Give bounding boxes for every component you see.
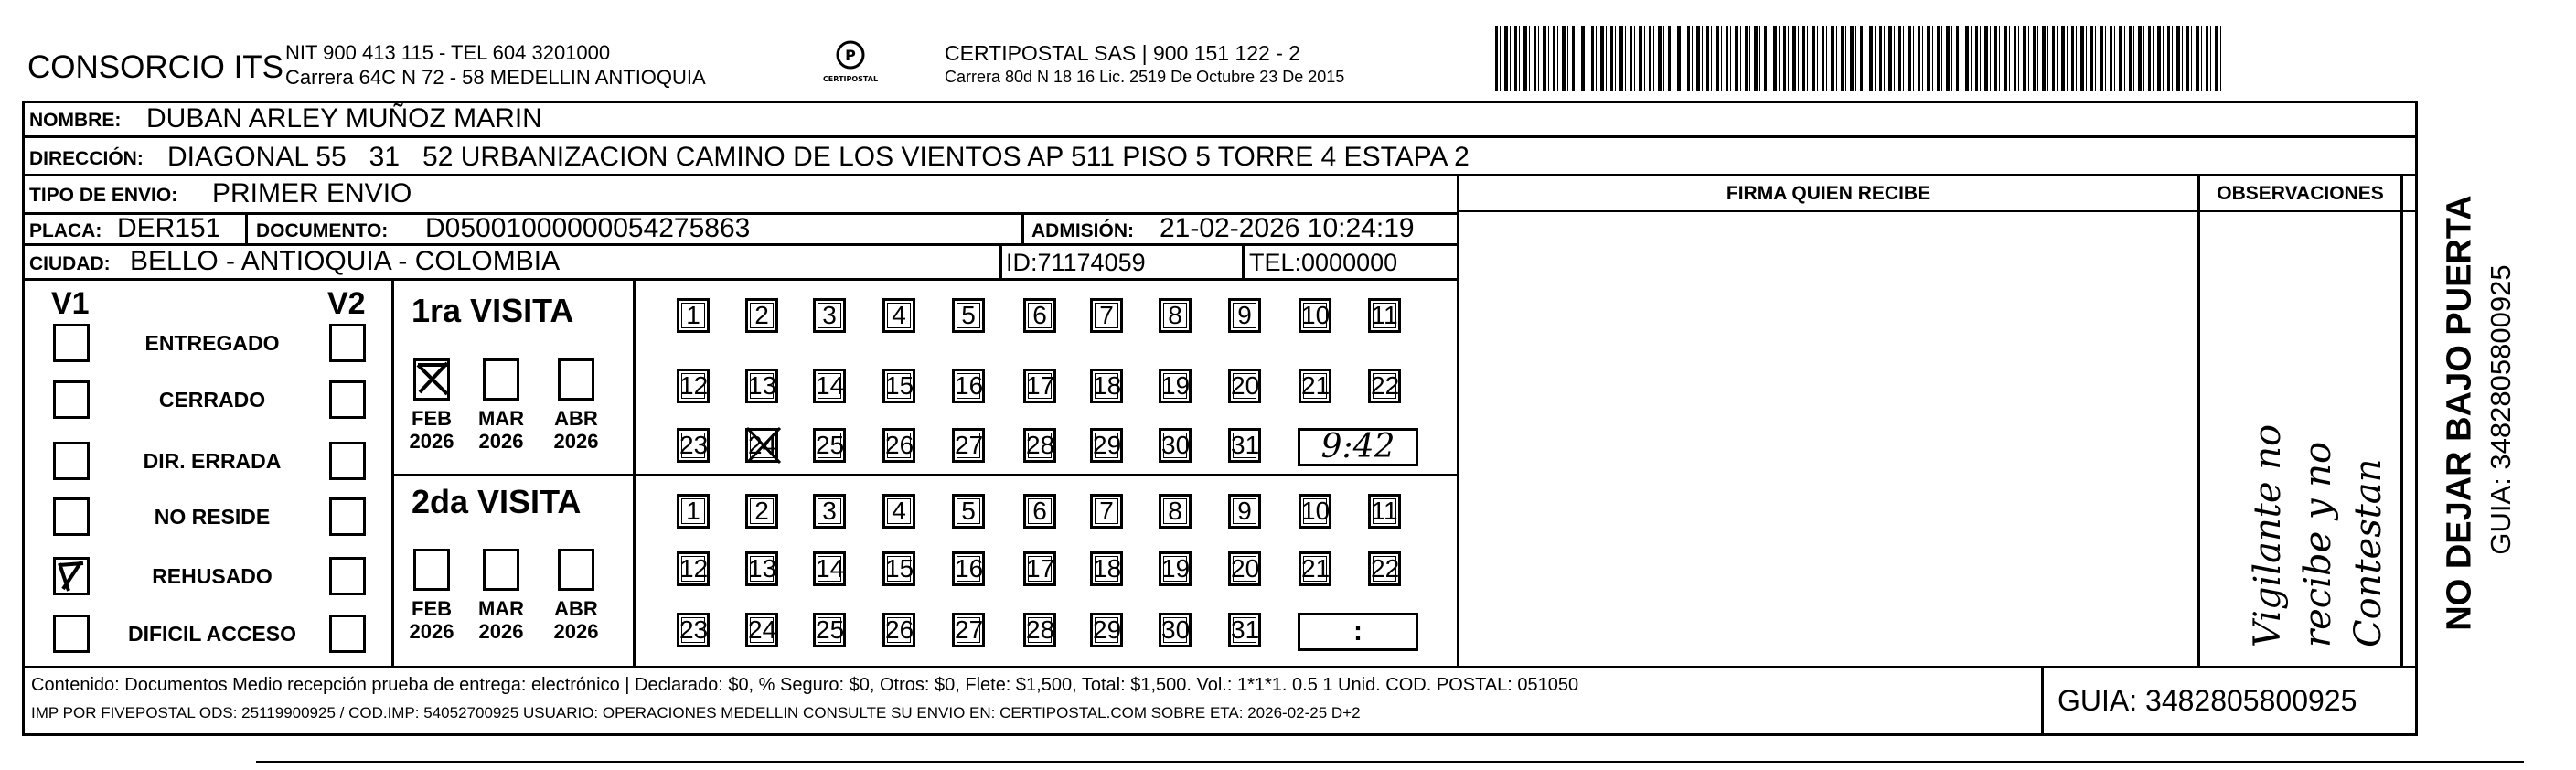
tel-value: TEL:0000000	[1249, 249, 1398, 276]
first-visit-day-box[interactable]: 28	[1023, 428, 1056, 463]
first-visit-month-checkbox[interactable]	[558, 358, 594, 401]
first-visit-day-box[interactable]: 14	[813, 369, 846, 403]
status-v2-checkbox[interactable]	[329, 497, 366, 536]
carrier-name: CERTIPOSTAL SAS | 900 151 122 - 2	[945, 41, 1301, 65]
second-visit-month-checkbox[interactable]	[558, 549, 594, 591]
second-visit-day-box[interactable]: 6	[1023, 494, 1056, 529]
second-visit-day-box[interactable]: 25	[813, 613, 846, 647]
second-visit-day-box[interactable]: 30	[1159, 613, 1192, 647]
second-visit-day-box[interactable]: 1	[677, 494, 710, 529]
firma-header: FIRMA QUIEN RECIBE	[1726, 183, 1931, 204]
side-guia: GUIA: 3482805800925	[2485, 264, 2517, 555]
second-visit-day-box[interactable]: 26	[882, 613, 915, 647]
first-visit-title: 1ra VISITA	[412, 292, 574, 329]
second-visit-time: :	[1353, 616, 1363, 647]
first-visit-day-box[interactable]: 1	[677, 298, 710, 333]
second-visit-year-label: 2026	[478, 620, 524, 643]
first-visit-day-box[interactable]: 23	[677, 428, 710, 463]
second-visit-day-box[interactable]: 14	[813, 551, 846, 586]
status-v1-checkbox[interactable]	[53, 557, 90, 595]
first-visit-day-box[interactable]: 20	[1228, 369, 1261, 403]
first-visit-day-box[interactable]: 9	[1228, 298, 1261, 333]
first-visit-day-box[interactable]: 11	[1368, 298, 1401, 333]
first-visit-day-box[interactable]: 7	[1090, 298, 1123, 333]
status-v1-checkbox[interactable]	[53, 380, 90, 419]
placa-label: PLACA:	[29, 220, 102, 241]
documento-value: D05001000000054275863	[425, 213, 751, 243]
first-visit-day-box[interactable]: 13	[745, 369, 778, 403]
second-visit-day-box[interactable]: 10	[1299, 494, 1331, 529]
first-visit-day-box[interactable]: 17	[1023, 369, 1056, 403]
status-label: DIFICIL ACCESO	[127, 622, 296, 646]
carrier-license: Carrera 80d N 18 16 Lic. 2519 De Octubre 23 De 2015	[945, 68, 1345, 86]
first-visit-day-box[interactable]: 19	[1159, 369, 1192, 403]
status-v1-checkbox[interactable]	[53, 497, 90, 536]
second-visit-day-box[interactable]: 28	[1023, 613, 1056, 647]
first-visit-day-box[interactable]: 24	[745, 428, 778, 463]
second-visit-time-box[interactable]	[1298, 613, 1418, 651]
first-visit-day-box[interactable]: 2	[745, 298, 778, 333]
first-visit-time: 9:42	[1320, 428, 1395, 465]
logo-text: CERTIPOSTAL	[823, 75, 878, 83]
first-visit-time-box[interactable]	[1298, 428, 1418, 466]
second-visit-day-box[interactable]: 23	[677, 613, 710, 647]
status-v2-checkbox[interactable]	[329, 442, 366, 480]
second-visit-day-box[interactable]: 21	[1299, 551, 1331, 586]
direccion-label: DIRECCIÓN:	[29, 148, 144, 169]
status-v2-checkbox[interactable]	[329, 380, 366, 419]
first-visit-day-box[interactable]: 31	[1228, 428, 1261, 463]
second-visit-day-box[interactable]: 2	[745, 494, 778, 529]
first-visit-day-box[interactable]: 3	[813, 298, 846, 333]
second-visit-day-box[interactable]: 8	[1159, 494, 1192, 529]
first-visit-year-label: 2026	[478, 430, 524, 453]
nombre-value: DUBAN ARLEY MUÑOZ MARIN	[146, 103, 542, 134]
second-visit-day-box[interactable]: 18	[1090, 551, 1123, 586]
second-visit-day-box[interactable]: 20	[1228, 551, 1261, 586]
certipostal-logo-icon	[823, 38, 878, 86]
footer-guia: GUIA: 3482805800925	[2058, 684, 2357, 717]
first-visit-day-box[interactable]: 4	[882, 298, 915, 333]
first-visit-day-box[interactable]: 27	[952, 428, 985, 463]
tipo-envio-value: PRIMER ENVIO	[212, 178, 412, 209]
side-warning: NO DEJAR BAJO PUERTA	[2440, 195, 2479, 631]
observacion-handwritten: Vigilante no recibe y no Contestan	[2247, 423, 2389, 647]
first-visit-month-label: ABR	[554, 407, 598, 430]
first-visit-day-box[interactable]: 30	[1159, 428, 1192, 463]
company-nit: NIT 900 413 115 - TEL 604 3201000	[285, 41, 611, 64]
first-visit-day-box[interactable]: 21	[1299, 369, 1331, 403]
second-visit-title: 2da VISITA	[412, 483, 582, 520]
first-visit-year-label: 2026	[409, 430, 454, 453]
first-visit-day-box[interactable]: 26	[882, 428, 915, 463]
first-visit-month-label: FEB	[412, 407, 452, 430]
second-visit-day-box[interactable]: 24	[745, 613, 778, 647]
second-visit-day-box[interactable]: 12	[677, 551, 710, 586]
second-visit-day-box[interactable]: 16	[952, 551, 985, 586]
v2-header: V2	[327, 286, 366, 321]
first-visit-year-label: 2026	[553, 430, 599, 453]
status-label: REHUSADO	[152, 564, 273, 588]
first-visit-day-box[interactable]: 29	[1090, 428, 1123, 463]
second-visit-day-box[interactable]: 9	[1228, 494, 1261, 529]
second-visit-month-label: MAR	[477, 597, 525, 620]
first-visit-day-box[interactable]: 15	[882, 369, 915, 403]
tipo-envio-label: TIPO DE ENVIO:	[29, 185, 178, 206]
second-visit-day-box[interactable]: 5	[952, 494, 985, 529]
second-visit-day-box[interactable]: 22	[1368, 551, 1401, 586]
second-visit-day-box[interactable]: 17	[1023, 551, 1056, 586]
second-visit-day-box[interactable]: 3	[813, 494, 846, 529]
first-visit-day-box[interactable]: 25	[813, 428, 846, 463]
second-visit-day-box[interactable]: 15	[882, 551, 915, 586]
admision-value: 21-02-2026 10:24:19	[1160, 213, 1415, 243]
first-visit-month-label: MAR	[477, 407, 525, 430]
v1-header: V1	[51, 286, 90, 321]
first-visit-day-box[interactable]: 8	[1159, 298, 1192, 333]
status-v2-checkbox[interactable]	[329, 615, 366, 653]
first-visit-day-box[interactable]: 5	[952, 298, 985, 333]
second-visit-day-box[interactable]: 29	[1090, 613, 1123, 647]
second-visit-day-box[interactable]: 4	[882, 494, 915, 529]
ciudad-value: BELLO - ANTIOQUIA - COLOMBIA	[130, 246, 561, 276]
second-visit-year-label: 2026	[553, 620, 599, 643]
first-visit-month-checkbox[interactable]	[413, 358, 450, 401]
first-visit-day-box[interactable]: 18	[1090, 369, 1123, 403]
status-label: ENTREGADO	[144, 331, 280, 355]
second-visit-day-box[interactable]: 19	[1159, 551, 1192, 586]
footer-content: Contenido: Documentos Medio recepción prueba de entrega: electrónico | Declarado: $0, % Seguro: $0, Otros: $0, Flete: $1,500, Total: $1,500. Vol.: 1*1*1. 0.5 1 Unid. COD. POSTAL: 051050	[31, 675, 1579, 695]
status-v1-checkbox[interactable]	[53, 442, 90, 480]
first-visit-month-checkbox[interactable]	[483, 358, 519, 401]
second-visit-day-box[interactable]: 27	[952, 613, 985, 647]
first-visit-day-box[interactable]: 22	[1368, 369, 1401, 403]
status-label: CERRADO	[158, 388, 266, 412]
second-visit-day-box[interactable]: 31	[1228, 613, 1261, 647]
footer-print-info: IMP POR FIVEPOSTAL ODS: 25119900925 / COD.IMP: 54052700925 USUARIO: OPERACIONES MEDELLIN CONSULTE SU ENVIO EN: CERTIPOSTAL.COM SOBRE ETA: 2026-02-25 D+2	[31, 704, 1361, 722]
first-visit-day-box[interactable]: 16	[952, 369, 985, 403]
day-cross-mark-icon	[743, 424, 784, 471]
id-value: ID:71174059	[1006, 249, 1146, 276]
second-visit-day-box[interactable]: 13	[745, 551, 778, 586]
admision-label: ADMISIÓN:	[1031, 220, 1134, 241]
company-name: CONSORCIO ITS	[27, 49, 284, 85]
status-label: DIR. ERRADA	[143, 449, 282, 473]
second-visit-year-label: 2026	[409, 620, 454, 643]
second-visit-month-label: FEB	[412, 597, 452, 620]
company-address: Carrera 64C N 72 - 58 MEDELLIN ANTIOQUIA	[285, 66, 706, 89]
second-visit-month-checkbox[interactable]	[483, 549, 519, 591]
barcode	[1495, 26, 2222, 91]
nombre-label: NOMBRE:	[29, 110, 122, 131]
second-visit-day-box[interactable]: 7	[1090, 494, 1123, 529]
svg-text:P: P	[845, 47, 856, 64]
status-v1-checkbox[interactable]	[53, 324, 90, 362]
first-visit-day-box[interactable]: 6	[1023, 298, 1056, 333]
status-v2-checkbox[interactable]	[329, 557, 366, 595]
status-label: NO RESIDE	[154, 505, 271, 529]
second-visit-day-box[interactable]: 11	[1368, 494, 1401, 529]
ciudad-label: CIUDAD:	[29, 253, 111, 274]
status-v2-checkbox[interactable]	[329, 324, 366, 362]
placa-value: DER151	[117, 213, 221, 243]
direccion-value: DIAGONAL 55 31 52 URBANIZACION CAMINO DE LOS VIENTOS AP 511 PISO 5 TORRE 4 ESTAPA 2	[167, 142, 1470, 172]
second-visit-month-checkbox[interactable]	[413, 549, 450, 591]
first-visit-day-box[interactable]: 10	[1299, 298, 1331, 333]
second-visit-month-label: ABR	[554, 597, 598, 620]
documento-label: DOCUMENTO:	[256, 220, 389, 241]
status-v1-checkbox[interactable]	[53, 615, 90, 653]
first-visit-day-box[interactable]: 12	[677, 369, 710, 403]
observaciones-header: OBSERVACIONES	[2217, 183, 2384, 204]
